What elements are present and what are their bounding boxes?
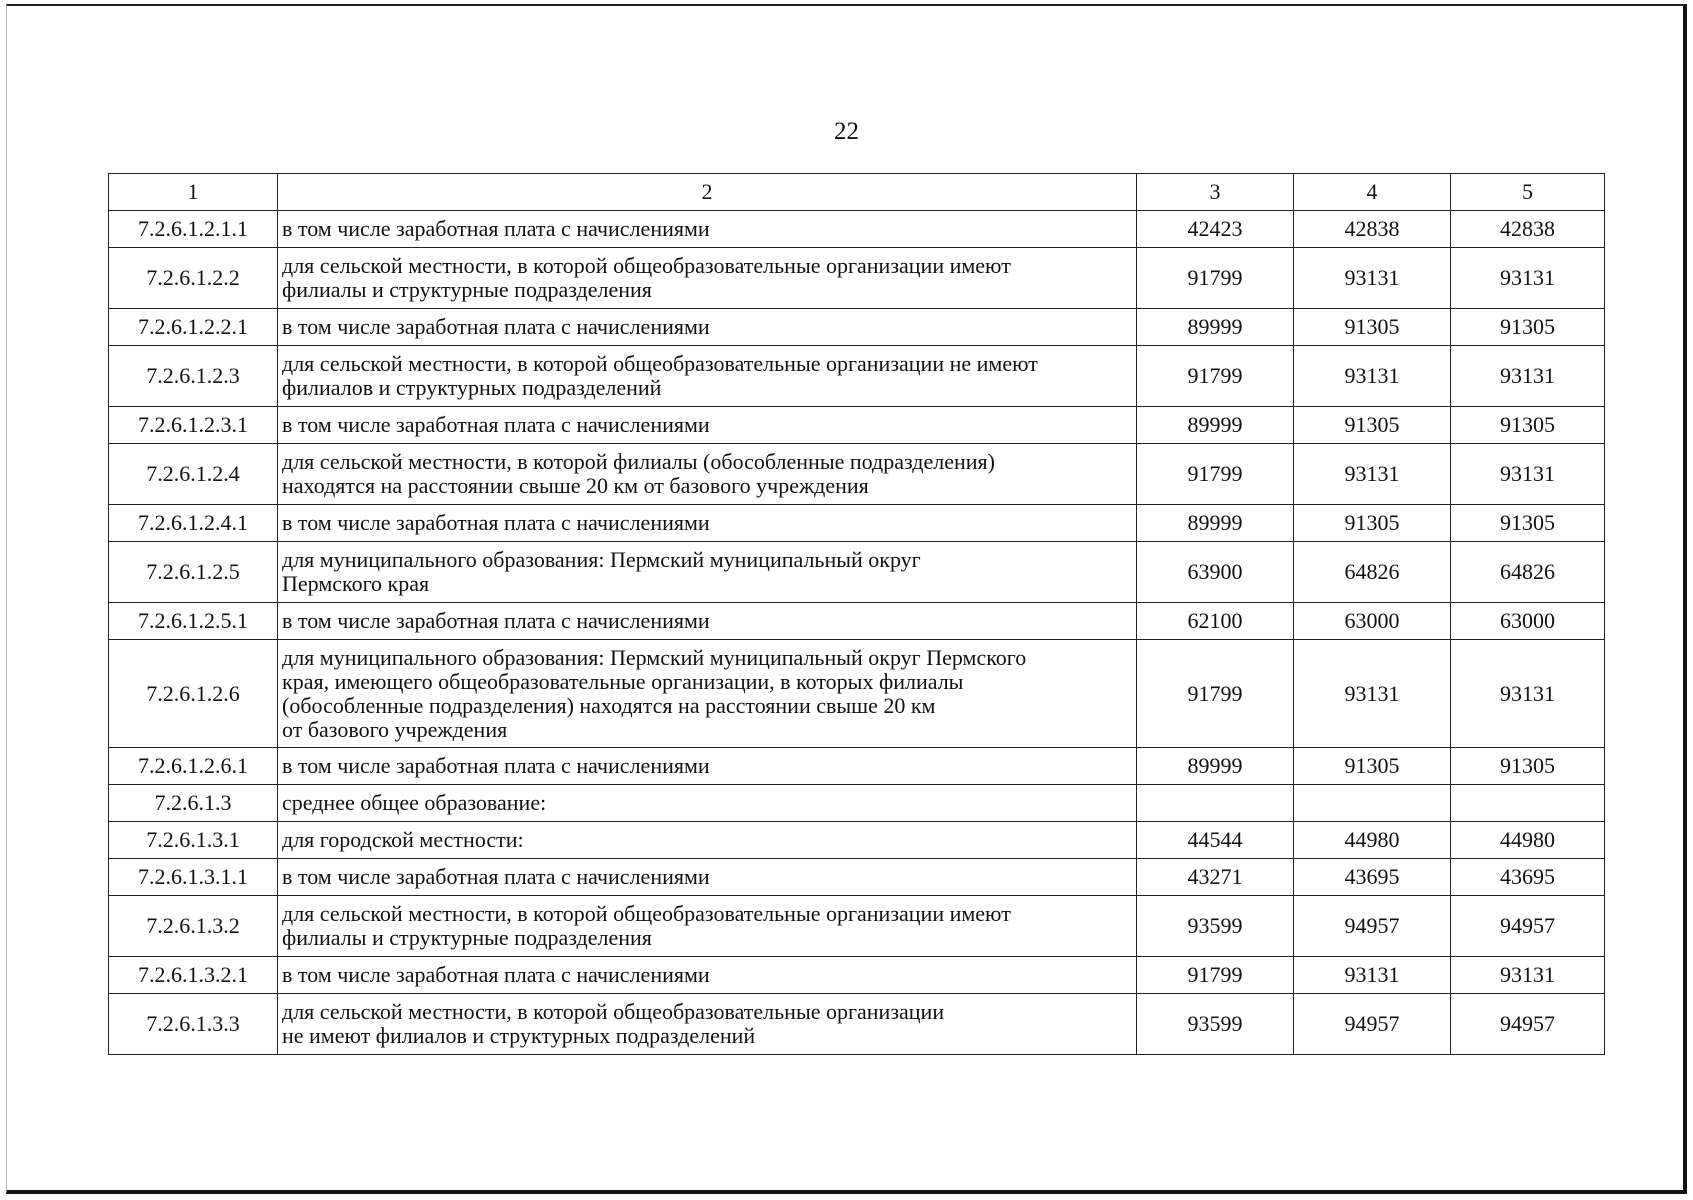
- row-value-col5: 42838: [1451, 211, 1605, 248]
- row-value-col4: 93131: [1294, 444, 1451, 505]
- row-code: 7.2.6.1.2.5.1: [109, 603, 278, 640]
- row-value-col5: 64826: [1451, 542, 1605, 603]
- row-code: 7.2.6.1.2.6.1: [109, 748, 278, 785]
- row-value-col5: 93131: [1451, 248, 1605, 309]
- row-description: в том числе заработная плата с начислениями: [282, 962, 710, 987]
- row-value-col5: 44980: [1451, 822, 1605, 859]
- row-code: 7.2.6.1.3: [109, 785, 278, 822]
- row-value-col3: 93599: [1137, 896, 1294, 957]
- row-value-col5: 94957: [1451, 994, 1605, 1055]
- row-value-col4: 91305: [1294, 309, 1451, 346]
- row-value-col3: 43271: [1137, 859, 1294, 896]
- row-value-col4: 63000: [1294, 603, 1451, 640]
- row-code: 7.2.6.1.2.4: [109, 444, 278, 505]
- row-value-col3: 89999: [1137, 309, 1294, 346]
- row-description-cell: [278, 211, 1137, 248]
- table-row: [109, 640, 1605, 748]
- row-code: 7.2.6.1.3.2.1: [109, 957, 278, 994]
- row-description: в том числе заработная плата с начислениями: [282, 412, 710, 437]
- row-description-cell: [278, 603, 1137, 640]
- row-value-col3: 91799: [1137, 957, 1294, 994]
- row-code: 7.2.6.1.2.3.1: [109, 407, 278, 444]
- row-code: 7.2.6.1.2.4.1: [109, 505, 278, 542]
- row-code: 7.2.6.1.2.2: [109, 248, 278, 309]
- row-description-cell: [278, 748, 1137, 785]
- row-description: для городской местности:: [282, 827, 524, 852]
- row-description: для сельской местности, в которой филиалы (обособленные подразделения) находятся на расстоянии свыше 20 км от базового учреждения: [282, 449, 995, 498]
- row-value-col3: 91799: [1137, 346, 1294, 407]
- row-description: в том числе заработная плата с начислениями: [282, 608, 710, 633]
- row-value-col5: 93131: [1451, 640, 1605, 748]
- row-description-cell: [278, 822, 1137, 859]
- row-code: 7.2.6.1.2.6: [109, 640, 278, 748]
- row-value-col3: 91799: [1137, 640, 1294, 748]
- row-value-col4: 64826: [1294, 542, 1451, 603]
- row-description-cell: [278, 859, 1137, 896]
- row-value-col4: 42838: [1294, 211, 1451, 248]
- row-value-col3: 89999: [1137, 407, 1294, 444]
- table-row: [109, 785, 1605, 822]
- row-value-col4: [1294, 785, 1451, 822]
- row-value-col3: 91799: [1137, 248, 1294, 309]
- row-code: 7.2.6.1.3.3: [109, 994, 278, 1055]
- row-description-cell: [278, 994, 1137, 1055]
- row-description: в том числе заработная плата с начислениями: [282, 216, 710, 241]
- row-value-col5: 43695: [1451, 859, 1605, 896]
- row-value-col5: [1451, 785, 1605, 822]
- row-value-col5: 93131: [1451, 346, 1605, 407]
- row-description-cell: [278, 248, 1137, 309]
- row-code: 7.2.6.1.2.5: [109, 542, 278, 603]
- row-description-cell: [278, 505, 1137, 542]
- row-code: 7.2.6.1.3.2: [109, 896, 278, 957]
- row-description: среднее общее образование:: [282, 790, 547, 815]
- row-value-col5: 93131: [1451, 444, 1605, 505]
- row-description-cell: [278, 896, 1137, 957]
- row-code: 7.2.6.1.3.1.1: [109, 859, 278, 896]
- header-col-1: 1: [109, 174, 278, 211]
- table-row: [109, 748, 1605, 785]
- table-row: [109, 211, 1605, 248]
- row-value-col3: 44544: [1137, 822, 1294, 859]
- row-value-col4: 93131: [1294, 248, 1451, 309]
- table-row: [109, 444, 1605, 505]
- row-code: 7.2.6.1.3.1: [109, 822, 278, 859]
- header-col-2: 2: [278, 174, 1137, 211]
- row-value-col4: 91305: [1294, 407, 1451, 444]
- row-description: в том числе заработная плата с начислениями: [282, 753, 710, 778]
- table-row: [109, 309, 1605, 346]
- row-description: в том числе заработная плата с начислениями: [282, 314, 710, 339]
- table-row: [109, 859, 1605, 896]
- row-value-col4: 93131: [1294, 640, 1451, 748]
- table-row: [109, 822, 1605, 859]
- row-description: для сельской местности, в которой общеобразовательные организации не имеют филиалов и структурных подразделений: [282, 351, 1038, 400]
- row-value-col4: 43695: [1294, 859, 1451, 896]
- row-value-col3: 62100: [1137, 603, 1294, 640]
- row-value-col5: 91305: [1451, 748, 1605, 785]
- row-description: в том числе заработная плата с начислениями: [282, 864, 710, 889]
- table-row: [109, 407, 1605, 444]
- row-description: для сельской местности, в которой общеобразовательные организации имеют филиалы и структурные подразделения: [282, 253, 1011, 302]
- table-row: [109, 603, 1605, 640]
- row-description: для муниципального образования: Пермский муниципальный округ Пермского края, имеющего общеобразовательные организации, в которых филиалы (обособленные подразделения) находятся на расстоянии свыше 20 км от базового учреждения: [282, 644, 1027, 742]
- row-description: для муниципального образования: Пермский муниципальный округ Пермского края: [282, 547, 921, 596]
- row-description: для сельской местности, в которой общеобразовательные организации не имеют филиалов и структурных подразделений: [282, 999, 945, 1048]
- row-value-col3: 89999: [1137, 505, 1294, 542]
- row-description-cell: [278, 407, 1137, 444]
- row-value-col3: 63900: [1137, 542, 1294, 603]
- row-description-cell: [278, 957, 1137, 994]
- table-row: [109, 505, 1605, 542]
- row-value-col5: 91305: [1451, 309, 1605, 346]
- row-code: 7.2.6.1.2.1.1: [109, 211, 278, 248]
- table-row: [109, 248, 1605, 309]
- row-description-cell: [278, 542, 1137, 603]
- row-description-cell: [278, 444, 1137, 505]
- row-value-col4: 91305: [1294, 748, 1451, 785]
- table-row: [109, 957, 1605, 994]
- row-value-col5: 93131: [1451, 957, 1605, 994]
- row-value-col5: 63000: [1451, 603, 1605, 640]
- row-value-col3: 93599: [1137, 994, 1294, 1055]
- page-number: 22: [834, 118, 859, 145]
- row-value-col3: 91799: [1137, 444, 1294, 505]
- row-description-cell: [278, 785, 1137, 822]
- row-description-cell: [278, 346, 1137, 407]
- row-value-col3: [1137, 785, 1294, 822]
- row-value-col5: 91305: [1451, 407, 1605, 444]
- row-code: 7.2.6.1.2.2.1: [109, 309, 278, 346]
- row-value-col5: 91305: [1451, 505, 1605, 542]
- header-col-3: 3: [1137, 174, 1294, 211]
- row-value-col5: 94957: [1451, 896, 1605, 957]
- row-value-col3: 42423: [1137, 211, 1294, 248]
- row-value-col4: 93131: [1294, 957, 1451, 994]
- row-value-col4: 44980: [1294, 822, 1451, 859]
- table-row: [109, 896, 1605, 957]
- row-description: в том числе заработная плата с начислениями: [282, 510, 710, 535]
- row-description-cell: [278, 309, 1137, 346]
- row-value-col4: 91305: [1294, 505, 1451, 542]
- row-description-cell: [278, 640, 1137, 748]
- row-value-col4: 94957: [1294, 896, 1451, 957]
- row-value-col4: 94957: [1294, 994, 1451, 1055]
- row-code: 7.2.6.1.2.3: [109, 346, 278, 407]
- table-row: [109, 994, 1605, 1055]
- row-value-col3: 89999: [1137, 748, 1294, 785]
- row-description: для сельской местности, в которой общеобразовательные организации имеют филиалы и структурные подразделения: [282, 901, 1011, 950]
- table-header-row: [109, 174, 1605, 211]
- table-row: [109, 346, 1605, 407]
- table-row: [109, 542, 1605, 603]
- row-value-col4: 93131: [1294, 346, 1451, 407]
- header-col-5: 5: [1451, 174, 1605, 211]
- data-table: [108, 173, 1605, 1055]
- header-col-4: 4: [1294, 174, 1451, 211]
